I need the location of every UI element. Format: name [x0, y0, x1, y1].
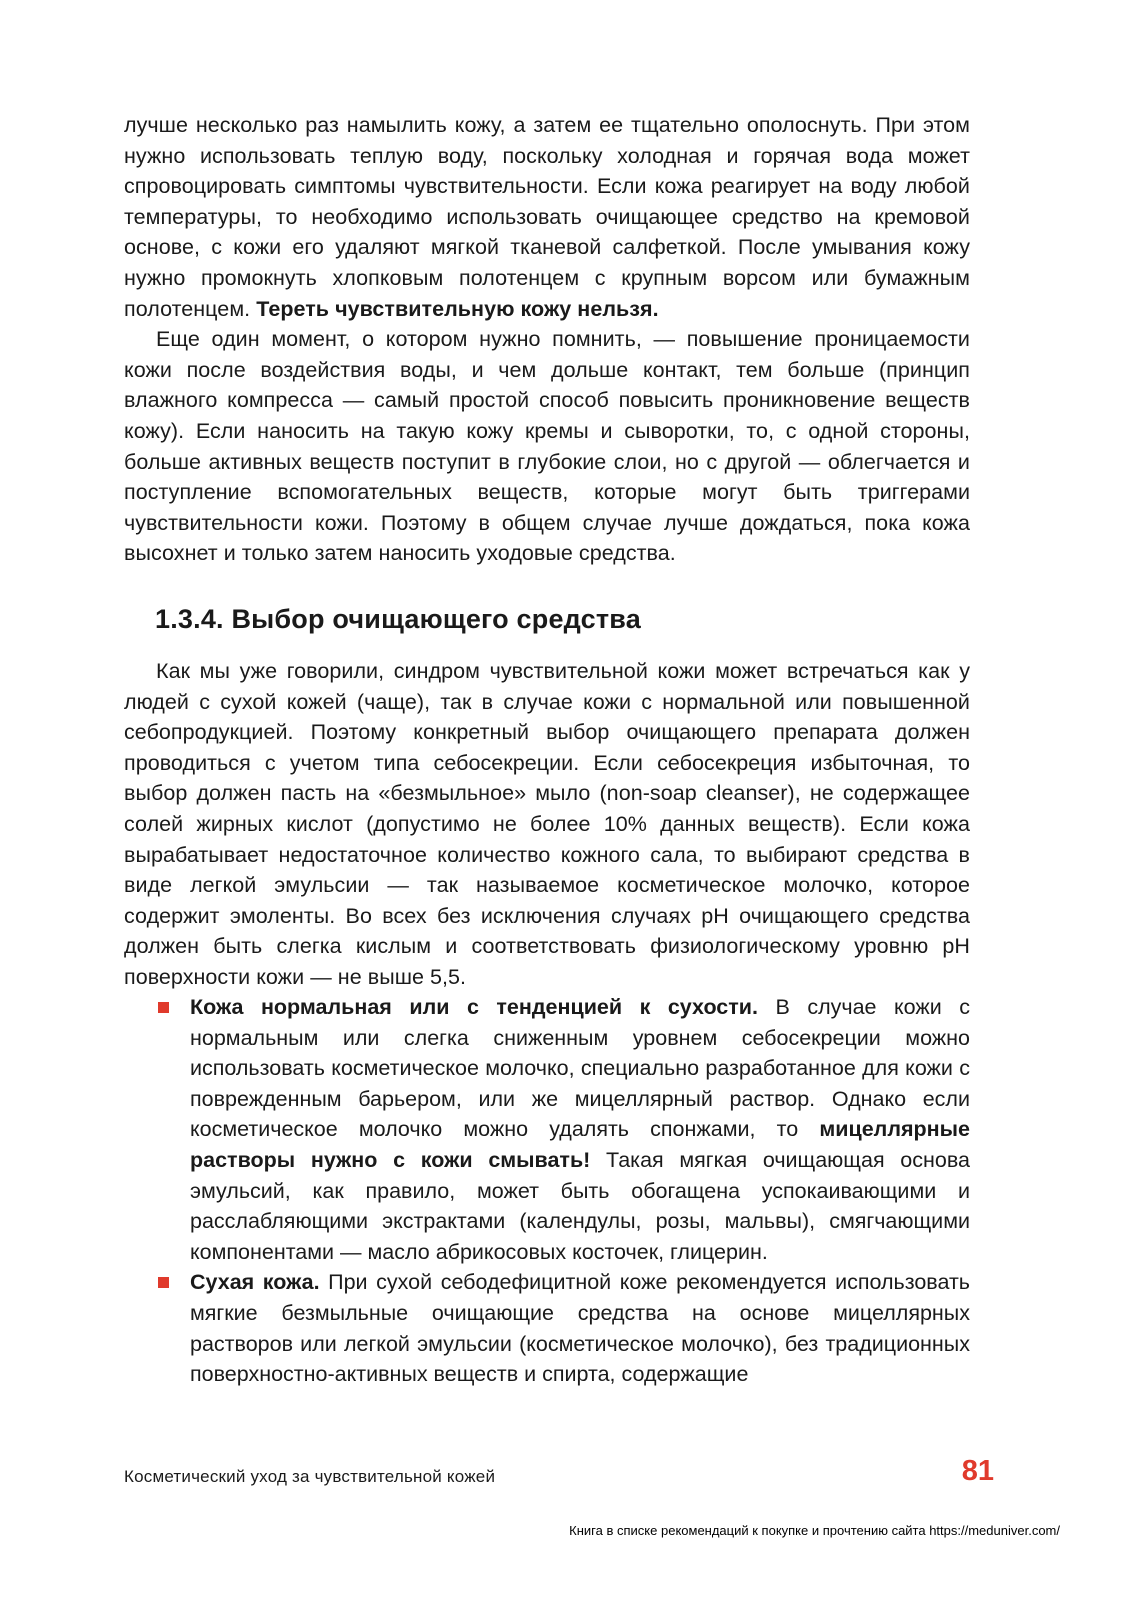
list-item-dry-skin [124, 1267, 970, 1389]
emphasis-no-rubbing: Тереть чувствительную кожу нельзя. [256, 296, 659, 321]
skin-type-list [124, 992, 970, 1390]
section-text-block [124, 656, 970, 993]
bullet-square-icon [158, 1002, 169, 1013]
paragraph-cleansing-method [124, 110, 970, 324]
list-item-text: При сухой себодефицитной коже рекомендуется использовать мягкие безмыльные очищающие средства на основе мицеллярных растворов или легкой эмульсии (косметическое молочко), без традиционных поверхностно-активных веществ и спирта, содержащие [190, 1270, 970, 1387]
list-item-normal-dry-skin [124, 992, 970, 1267]
top-text-block [124, 110, 970, 569]
section-heading: 1.3.4. Выбор очищающего средства [155, 604, 641, 634]
list-item-title: Кожа нормальная или с тенденцией к сухости. [190, 995, 758, 1019]
source-watermark: Книга в списке рекомендаций к покупке и прочтению сайта https://meduniver.com/ [569, 1523, 1060, 1538]
paragraph-permeability: Еще один момент, о котором нужно помнить, — повышение проницаемости кожи после воздействия воды, и чем дольше контакт, тем больше (принцип влажного компресса — самый простой способ повысить проникновение веществ кожу). Если наносить на такую кожу кремы и сыворотки, то, с одной стороны, больше активных веществ поступит в глубокие слои, но с другой — облегчается и поступление вспомогательных веществ, которые могут быть триггерами чувствительности кожи. Поэтому в общем случае лучше дождаться, пока кожа высохнет и только затем наносить уходовые средства. [124, 327, 970, 566]
paragraph-cleanser-choice: Как мы уже говорили, синдром чувствительной кожи может встречаться как у людей с сухой кожей (чаще), так в случае кожи с нормальной или повышенной себопродукцией. Поэтому конкретный выбор очищающего препарата должен проводиться с учетом типа себосекреции. Если себосекреция избыточная, то выбор должен пасть на «безмыльное» мыло (non-soap cleanser), не содержащее солей жирных кислот (допустимо не более 10% данных веществ). Если кожа вырабатывает недостаточное количество кожного сала, то выбирают средства в виде легкой эмульсии — так называемое косметическое молочко, которое содержит эмоленты. Во всех без исключения случаях pH очищающего средства должен быть слегка кислым и соответствовать физиологическому уровню pH поверхности кожи — не выше 5,5. [124, 659, 970, 989]
bullet-square-icon [158, 1277, 169, 1288]
list-item-title: Сухая кожа. [190, 1270, 320, 1295]
list-item-text-continued: Такая мягкая очищающая основа эмульсий, как правило, может быть обогащена успокаивающими и расслабляющими экстрактами (календулы, розы, мальвы), смягчающими компонентами — масло абрикосовых косточек, глицерин. [190, 1147, 970, 1264]
page-number: 81 [961, 1455, 994, 1487]
running-footer-title: Косметический уход за чувствительной кожей [124, 1467, 496, 1486]
paragraph-text: лучше несколько раз намылить кожу, а затем ее тщательно ополоснуть. При этом нужно использовать теплую воду, поскольку холодная и горячая вода может спровоцировать симптомы чувствительности. Если кожа реагирует на воду любой температуры, то необходимо использовать очищающее средство на кремовой основе, с кожи его удаляют мягкой тканевой салфеткой. После умывания кожу нужно промокнуть хлопковым полотенцем с крупным ворсом или бумажным полотенцем. [124, 113, 970, 321]
list-item-text: В случае кожи с нормальным или слегка сниженным уровнем себосекреции можно использовать косметическое молочко, специально разработанное для кожи с поврежденным барьером, или же мицеллярный раствор. Однако если косметическое молочко можно удалять спонжами, то [190, 995, 971, 1142]
list-item-emphasis: мицеллярные растворы нужно с кожи смывать! [190, 1117, 970, 1172]
